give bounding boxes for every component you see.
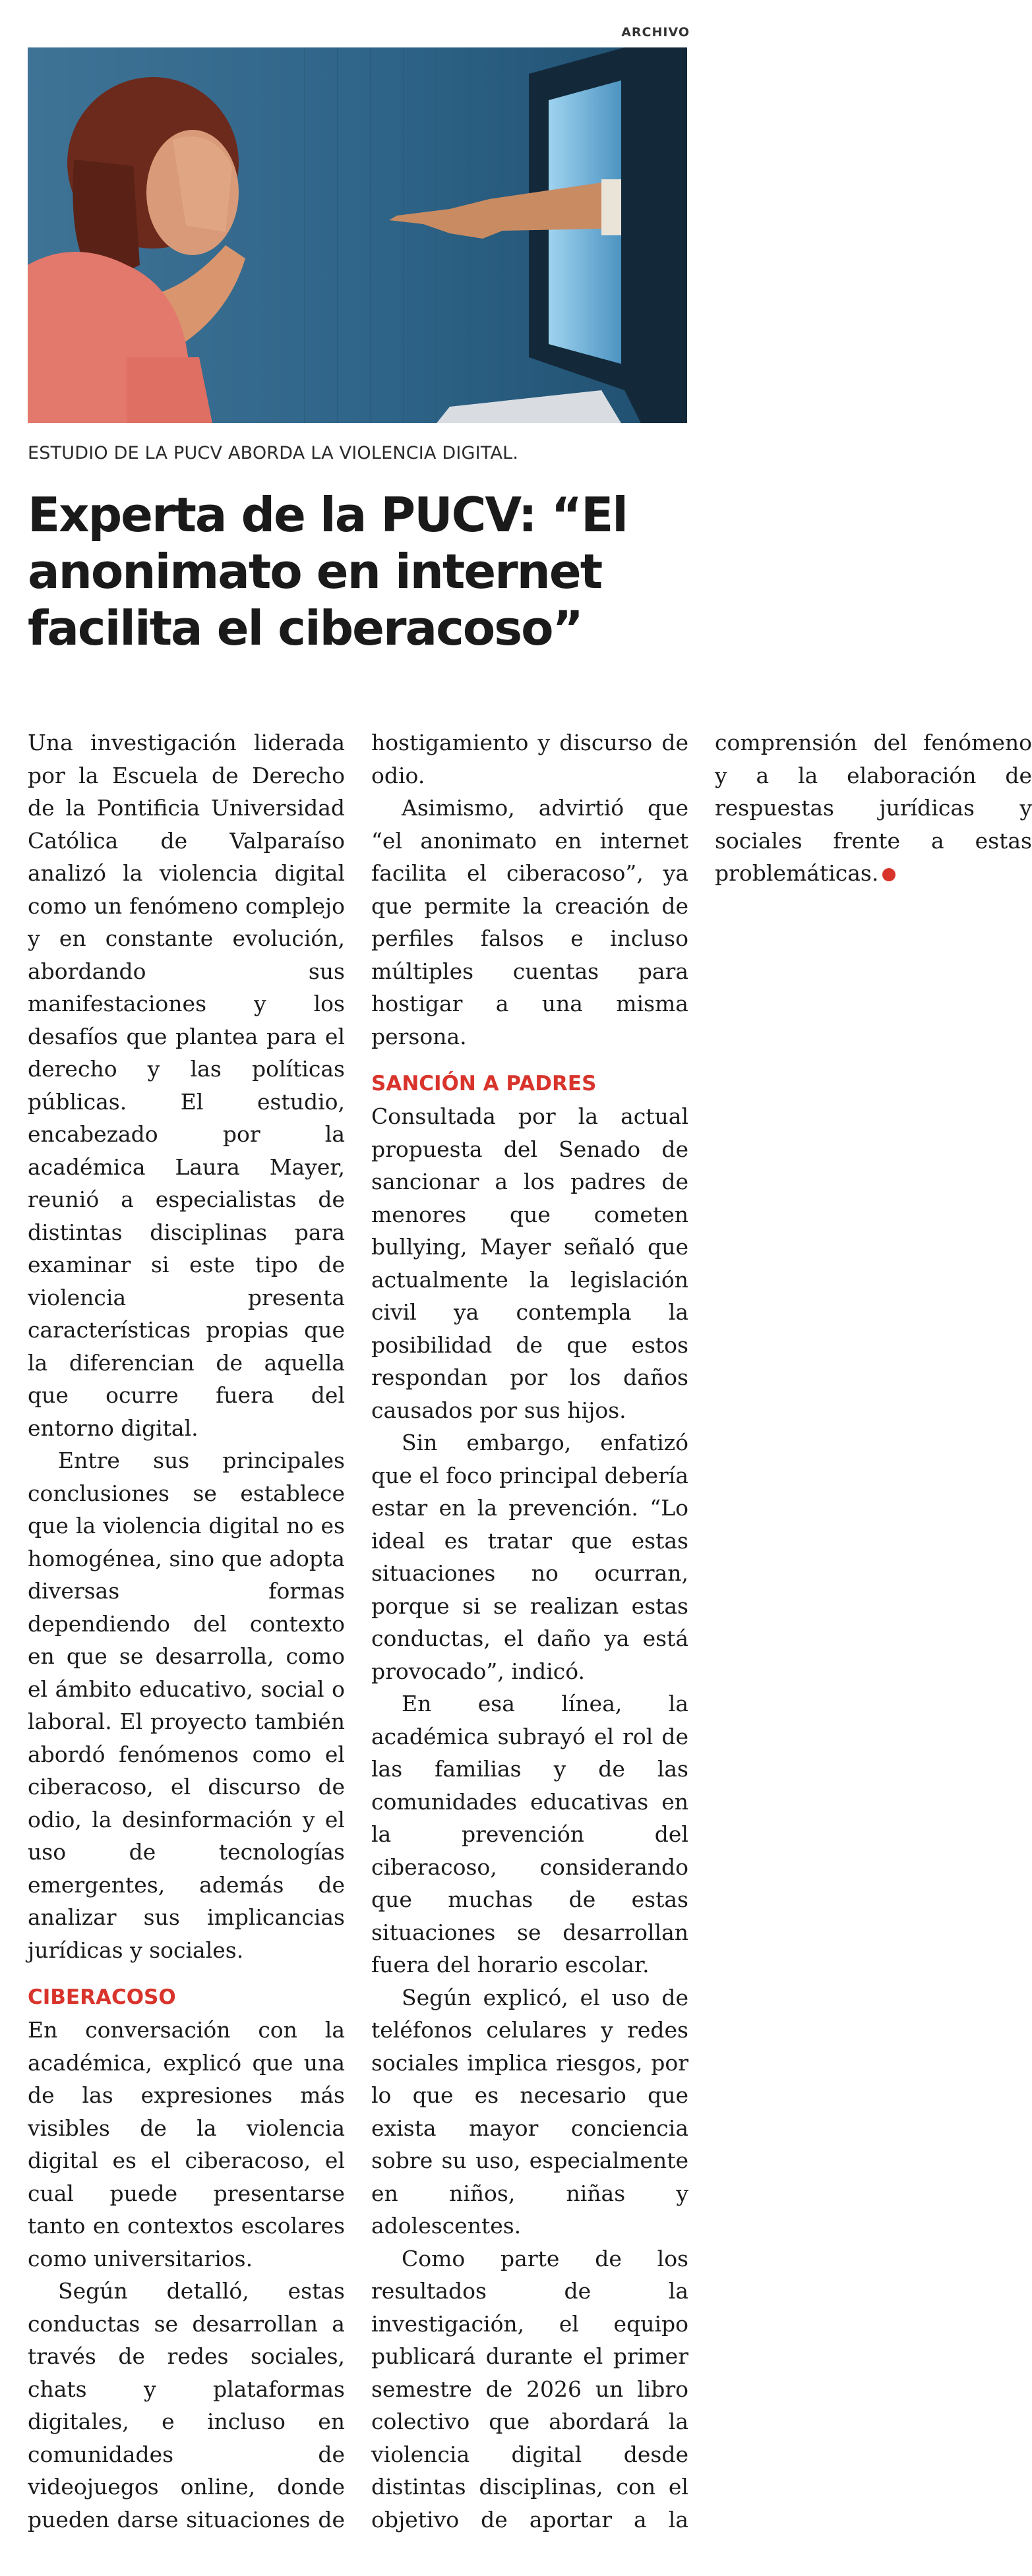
section-heading-sancion: SANCIÓN A PADRES (371, 1072, 597, 1096)
article-paragraph-text: Como parte de los resultados de la investigación, el equipo publicará durante el primer semestre de 2026 un libro colectivo que abordará la violencia digital desde distintas disciplinas, con el objetivo de aportar a la comprensión del fenómeno y a la elaboración de respuestas jurídicas y sociales frente a estas problemáticas. (371, 730, 1032, 2532)
article-paragraph: Sin embargo, enfatizó que el foco principal debería estar en la prevención. “Lo ideal es tratar que estas situaciones no ocurran, porque si se realizan estas conductas, el daño ya está provocado”, indicó. (371, 1430, 688, 1684)
section-heading-ciberacoso: CIBERACOSO (28, 1985, 176, 2009)
end-mark-icon: ✪ (882, 868, 895, 881)
article-body (28, 726, 1032, 2559)
photo-caption: ESTUDIO DE LA PUCV ABORDA LA VIOLENCIA DIGITAL. (28, 443, 519, 463)
article-headline: Experta de la PUCV: “El anonimato en internet facilita el ciberacoso” (28, 487, 627, 656)
photo-illustration-icon (28, 47, 687, 423)
article-paragraph: Asimismo, advirtió que “el anonimato en internet facilita el ciberacoso”, ya que permite la creación de perfiles falsos e incluso múltiples cuentas para hostigar a una misma persona. (371, 795, 688, 1049)
article-paragraph: Según detalló, estas conductas se desarrollan a través de redes sociales, chats y plataformas digitales, e incluso en comunidades de videojuegos online, donde pueden darse situaciones de hostigamiento y discurso de odio. (28, 730, 688, 2532)
article-paragraph: Consultada por la actual propuesta del Senado de sancionar a los padres de menores que cometen bullying, Mayer señaló que actualmente la legislación civil ya contempla la posibilidad de que estos respondan por los daños causados por sus hijos. (371, 1103, 688, 1423)
article-photo (28, 47, 687, 423)
article-paragraph: Una investigación liderada por la Escuela de Derecho de la Pontificia Universidad Católica de Valparaíso analizó la violencia digital como un fenómeno complejo y en constante evolución, abordando sus manifestaciones y los desafíos que plantea para el derecho y las políticas públicas. El estudio, encabezado por la académica Laura Mayer, reunió a especialistas de distintas disciplinas para examinar si este tipo de violencia presenta características propias que la diferencian de aquella que ocurre fuera del entorno digital. (28, 730, 345, 1441)
photo-credit: ARCHIVO (621, 25, 690, 40)
article-paragraph: En esa línea, la académica subrayó el rol de las familias y de las comunidades educativas en la prevención del ciberacoso, considerando que muchas de estas situaciones se desarrollan fuera del horario escolar. (371, 1691, 688, 1977)
article-paragraph: Según explicó, el uso de teléfonos celulares y redes sociales implica riesgos, por lo que es necesario que exista mayor conciencia sobre su uso, especialmente en niños, niñas y adolescentes. (371, 1984, 688, 2239)
article-paragraph: Entre sus principales conclusiones se establece que la violencia digital no es homogénea, sino que adopta diversas formas dependiendo del contexto en que se desarrolla, como el ámbito educativo, social o laboral. El proyecto también abordó fenómenos como el ciberacoso, el discurso de odio, la desinformación y el uso de tecnologías emergentes, además de analizar sus implicancias jurídicas y sociales. (28, 1448, 345, 1963)
article-paragraph: En conversación con la académica, explicó que una de las expresiones más visibles de la violencia digital es el ciberacoso, el cual puede presentarse tanto en contextos escolares como universitarios. (28, 2017, 345, 2271)
